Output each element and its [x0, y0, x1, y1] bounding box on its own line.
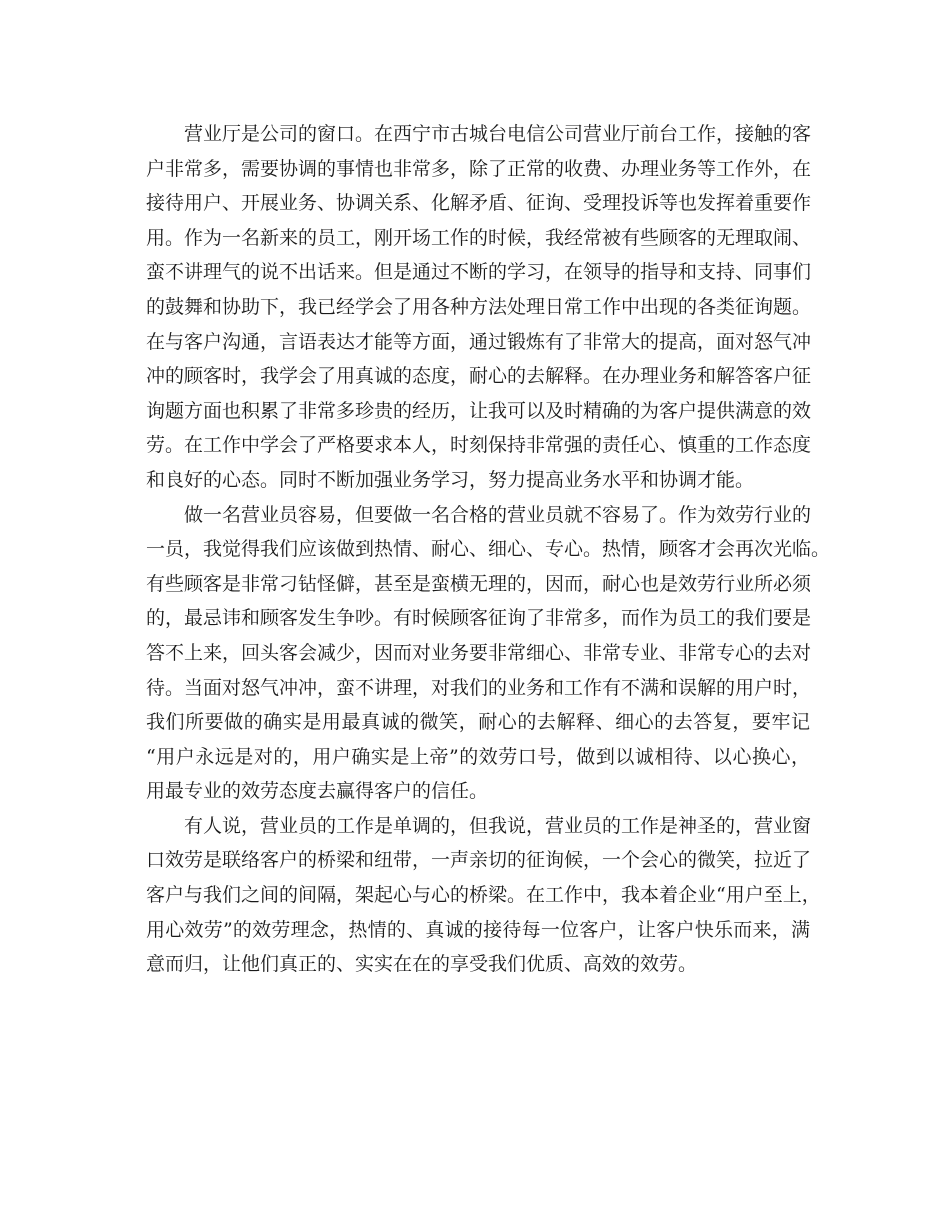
- paragraph-line: 询题方面也积累了非常多珍贵的经历，让我可以及时精确的为客户提供满意的效: [146, 399, 812, 422]
- paragraph-line: 答不上来，回头客会减少，因而对业务要非常细心、非常专业、非常专心的去对: [146, 641, 812, 664]
- paragraph-line: 用。作为一名新来的员工，刚开场工作的时候，我经常被有些顾客的无理取闹、: [146, 226, 812, 249]
- paragraph-line: 一员，我觉得我们应该做到热情、耐心、细心、专心。热情，顾客才会再次光临。: [146, 538, 831, 561]
- paragraph-line: 用心效劳”的效劳理念，热情的、真诚的接待每一位客户，让客户快乐而来，满: [146, 918, 810, 941]
- paragraph-line: “用户永远是对的，用户确实是上帝”的效劳口号，做到以诚相待、以心换心，: [146, 745, 810, 768]
- paragraph-2: [146, 498, 831, 809]
- paragraph-line: 的鼓舞和协助下，我已经学会了用各种方法处理日常工作中出现的各类征询题。: [146, 295, 812, 318]
- paragraph-line: 待。当面对怒气冲冲，蛮不讲理，对我们的业务和工作有不满和误解的用户时，: [146, 676, 812, 699]
- paragraph-line: 接待用户、开展业务、协调关系、化解矛盾、征询、受理投诉等也发挥着重要作: [146, 192, 812, 215]
- paragraph-line: 意而归，让他们真正的、实实在在的享受我们优质、高效的效劳。: [146, 953, 698, 976]
- paragraph-line: 劳。在工作中学会了严格要求本人，时刻保持非常强的责任心、慎重的工作态度: [146, 434, 812, 457]
- paragraph-line: 有些顾客是非常刁钻怪僻，甚至是蛮横无理的，因而，耐心也是效劳行业所必须: [146, 572, 812, 595]
- paragraph-line: 用最专业的效劳态度去赢得客户的信任。: [146, 780, 489, 803]
- paragraph-line: 客户与我们之间的间隔，架起心与心的桥梁。在工作中，我本着企业“用户至上，: [146, 884, 821, 907]
- paragraph-line: 的，最忌讳和顾客发生争吵。有时候顾客征询了非常多，而作为员工的我们要是: [146, 607, 812, 630]
- document-body: [146, 117, 831, 982]
- paragraph-line: 营业厅是公司的窗口。在西宁市古城台电信公司营业厅前台工作，接触的客: [184, 123, 812, 145]
- paragraph-line: 蛮不讲理气的说不出话来。但是通过不断的学习，在领导的指导和支持、同事们: [146, 261, 812, 284]
- paragraph-3: [146, 809, 821, 982]
- paragraph-line: 冲的顾客时，我学会了用真诚的态度，耐心的去解释。在办理业务和解答客户征: [146, 365, 812, 388]
- paragraph-line: 口效劳是联络客户的桥梁和纽带，一声亲切的征询候，一个会心的微笑，拉近了: [146, 849, 812, 872]
- paragraph-line: 做一名营业员容易，但要做一名合格的营业员就不容易了。作为效劳行业的: [184, 503, 812, 526]
- paragraph-line: 在与客户沟通，言语表达才能等方面，通过锻炼有了非常大的提高，面对怒气冲: [146, 330, 812, 353]
- paragraph-line: 我们所要做的确实是用最真诚的微笑，耐心的去解释、细心的去答复，要牢记: [146, 711, 810, 734]
- paragraph-line: 户非常多，需要协调的事情也非常多，除了正常的收费、办理业务等工作外，在: [146, 157, 812, 180]
- paragraph-line: 有人说，营业员的工作是单调的，但我说，营业员的工作是神圣的，营业窗: [184, 814, 812, 837]
- paragraph-1: [146, 117, 810, 498]
- paragraph-line: 和良好的心态。同时不断加强业务学习，努力提高业务水平和协调才能。: [146, 468, 755, 491]
